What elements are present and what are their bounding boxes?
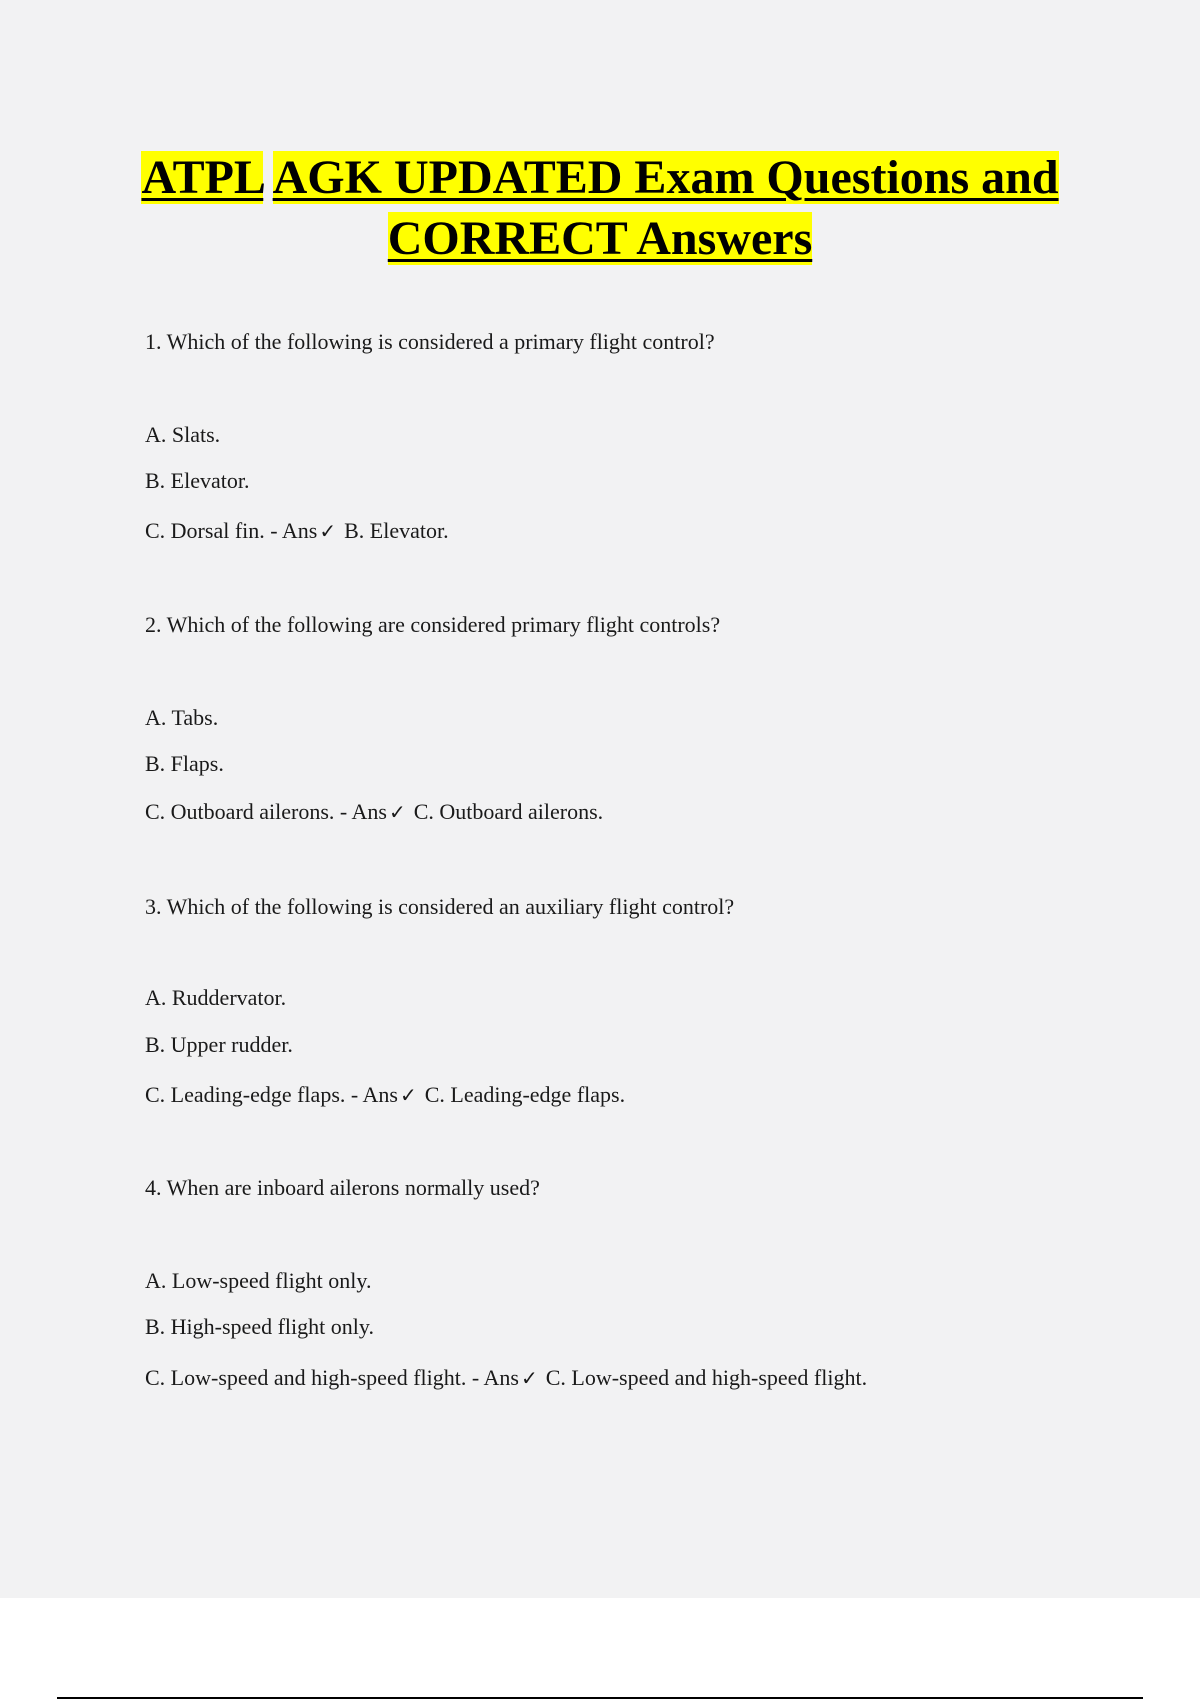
question-4-text: 4. When are inboard ailerons normally used? [145,1175,540,1200]
question-3-option-b: B. Upper rudder. [145,1032,293,1057]
question-2-answer: C. Outboard ailerons. [413,799,604,824]
checkmark-icon: ✓ [399,1083,417,1107]
question-2-option-a: A. Tabs. [145,705,219,730]
question-4-answer: C. Low-speed and high-speed flight. [545,1365,868,1390]
question-4-option-a: A. Low-speed flight only. [145,1268,372,1293]
checkmark-icon: ✓ [319,519,337,543]
checkmark-icon: ✓ [520,1366,538,1390]
question-1-option-a: A. Slats. [145,422,221,447]
question-4-option-c-line [145,1365,867,1391]
question-1-answer: B. Elevator. [344,518,449,543]
question-1-text: 1. Which of the following is considered a primary flight control? [145,329,715,354]
checkmark-icon: ✓ [388,800,406,824]
document-title [100,147,1100,269]
question-1-option-c-line [145,518,449,544]
question-1-option-c: C. Dorsal fin. - Ans [145,518,318,543]
question-2-option-b: B. Flaps. [145,751,224,776]
question-4-option-b: B. High-speed flight only. [145,1314,374,1339]
title-line1-part1: ATPL [141,151,264,204]
question-3-option-c-line [145,1082,625,1108]
question-3-option-a: A. Ruddervator. [145,985,287,1010]
title-line2: CORRECT Answers [387,212,813,265]
footer-divider [57,1697,1143,1699]
question-2-text: 2. Which of the following are considered primary flight controls? [145,612,721,637]
question-3-option-c: C. Leading-edge flaps. - Ans [145,1082,398,1107]
question-3-text: 3. Which of the following is considered an auxiliary flight control? [145,894,735,919]
question-1-option-b: B. Elevator. [145,468,250,493]
question-2-option-c: C. Outboard ailerons. - Ans [145,799,387,824]
question-4-option-c: C. Low-speed and high-speed flight. - Ans [145,1365,519,1390]
question-3-answer: C. Leading-edge flaps. [424,1082,626,1107]
question-2-option-c-line [145,799,603,825]
title-line1-part2: AGK UPDATED Exam Questions and [272,151,1059,204]
